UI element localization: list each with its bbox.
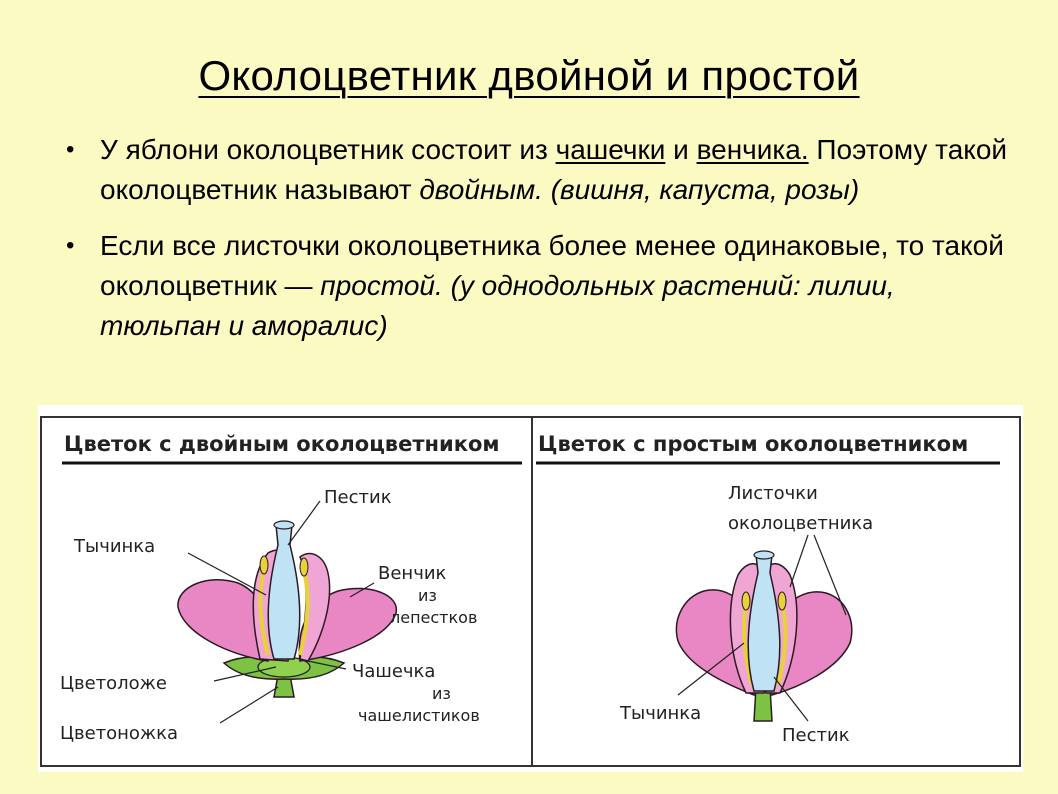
- slide-title: Околоцветник двойной и простой: [198, 52, 860, 99]
- bullet2-italic: простой. (у однодольных растений: лилии, тюльпан и аморалис): [100, 270, 895, 341]
- right-label-perianth-leaves-2: околоцветника: [728, 513, 874, 534]
- bullet-dot: •: [66, 232, 75, 259]
- corolla-link[interactable]: венчика.: [696, 134, 809, 165]
- left-label-stamen: Тычинка: [74, 536, 156, 557]
- right-label-pistil: Пестик: [782, 725, 850, 746]
- bullet-item-simple: [62, 226, 1022, 346]
- flower-diagram-figure: [38, 405, 1023, 772]
- bullet1-text-2: и: [665, 134, 697, 165]
- left-label-pedicel: Цветоножка: [60, 723, 179, 744]
- left-pistil: [268, 525, 300, 659]
- bullet-item-double: [62, 130, 1022, 210]
- left-panel-heading: Цветок с двойным околоцветником: [64, 432, 500, 456]
- right-label-perianth-leaves-1: Листочки: [728, 483, 818, 504]
- left-label-corolla: Венчик: [378, 563, 447, 584]
- bullet-dot: •: [66, 136, 75, 163]
- left-label-pistil: Пестик: [324, 487, 392, 508]
- left-label-calyx-from: из: [432, 684, 451, 703]
- left-label-calyx: Чашечка: [352, 661, 436, 682]
- calyx-link[interactable]: чашечки: [555, 134, 666, 165]
- bullet1-italic: двойным. (вишня, капуста, розы): [419, 174, 860, 205]
- right-anther-1: [742, 592, 750, 610]
- bullet1-text-3: Поэтому такой околоцветник называют: [100, 134, 1008, 205]
- right-panel-heading: Цветок с простым околоцветником: [538, 432, 969, 456]
- left-label-calyx-sepals: чашелистиков: [358, 706, 480, 725]
- left-label-corolla-from: из: [418, 586, 437, 605]
- right-stigma: [754, 551, 774, 559]
- simple-perianth-flower: [676, 551, 851, 721]
- bullet2-text-1: Если все листочки околоцветника более менее одинаковые, то такой околоцветник —: [100, 230, 1004, 301]
- left-stigma: [274, 521, 294, 529]
- left-anther-2: [300, 558, 308, 576]
- left-anther-1: [260, 556, 268, 574]
- right-label-stamen: Тычинка: [620, 703, 702, 724]
- left-label-corolla-petals: лепестков: [390, 608, 478, 627]
- flower-diagram-svg: [38, 405, 1023, 772]
- bullet1-text-1: У яблони околоцветник состоит из: [100, 134, 556, 165]
- left-label-receptacle: Цветоложе: [60, 673, 167, 694]
- right-anther-2: [778, 592, 786, 610]
- bullet-list: [62, 130, 1022, 362]
